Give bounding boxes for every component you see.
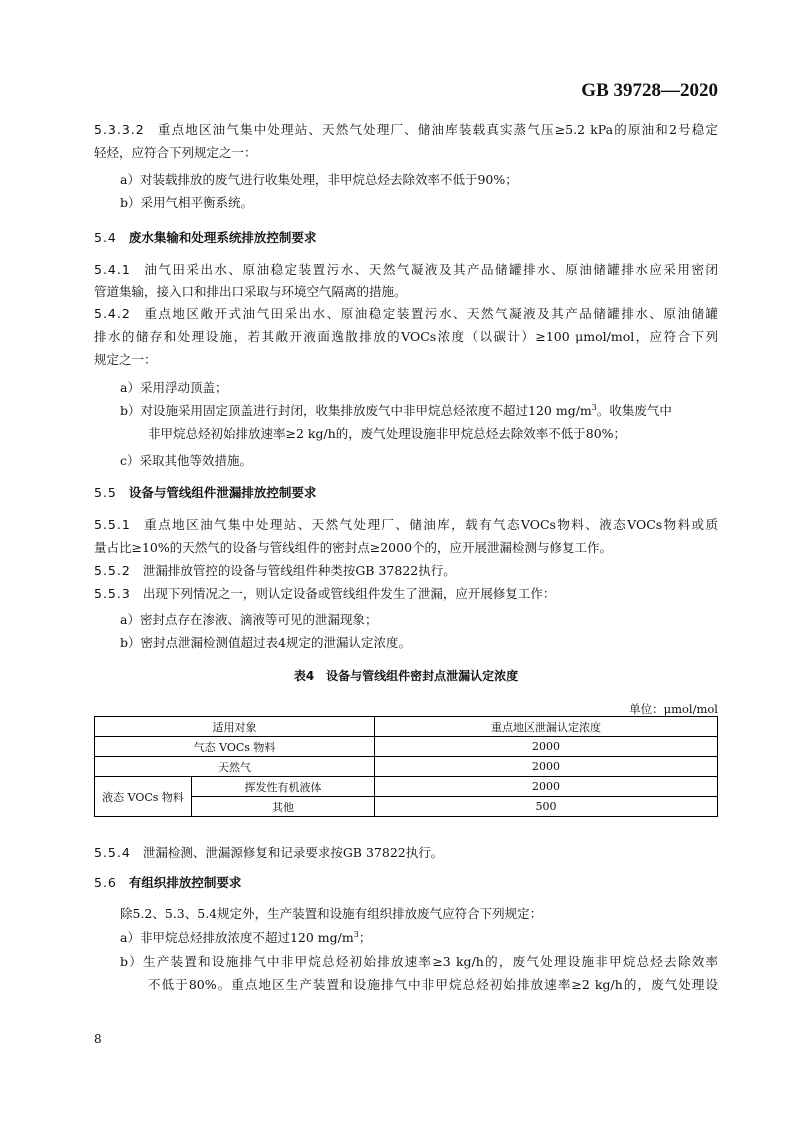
clause-number: 5.3.3.2 [94, 122, 145, 137]
clause-5-3-3-2 [94, 121, 718, 139]
clause-text: 泄漏检测、泄漏源修复和记录要求按GB 37822执行。 [142, 845, 444, 860]
clause-text: 量占比≥10%的天然气的设备与管线组件的密封点≥2000个的，应开展泄漏检测与修复工作。 [94, 540, 613, 555]
list-text: ； [358, 930, 372, 945]
clause-text: 轻烃，应符合下列规定之一： [94, 145, 257, 160]
section-title: 有组织排放控制要求 [128, 875, 242, 890]
section-title: 废水集输和处理系统排放控制要求 [128, 230, 317, 245]
section-number: 5.5 [94, 485, 117, 500]
table-header: 适用对象 [95, 717, 375, 737]
list-item: a）采用浮动顶盖； [120, 380, 228, 395]
table-cell: 天然气 [95, 757, 375, 777]
clause-text: 重点地区敞开式油气田采出水、原油稳定装置污水、天然气凝液及其产品储罐排水、原油储罐 [142, 306, 718, 321]
table-cell: 挥发性有机液体 [192, 777, 375, 797]
table-cell: 其他 [192, 797, 375, 817]
clause-text: 管道集输，接入口和排出口采取与环境空气隔离的措施。 [94, 284, 407, 299]
table-row [95, 737, 718, 757]
list-item: b）采用气相平衡系统。 [120, 195, 254, 210]
document-id: GB 39728—2020 [581, 80, 718, 101]
table-header-row [95, 717, 718, 737]
clause-text: 排水的储存和处理设施，若其敞开液面逸散排放的VOCs浓度（以碳计）≥100 μmol/mol，应符合下列 [94, 329, 718, 344]
list-item: a）密封点存在渗液、滴液等可见的泄漏现象； [120, 612, 378, 627]
list-text: 。收集废气中 [596, 403, 672, 418]
clause-number: 5.5.1 [94, 517, 131, 532]
clause-5-5-2 [94, 562, 718, 580]
table-group-cell: 液态 VOCs 物料 [95, 777, 192, 817]
clause-text: 规定之一： [94, 352, 157, 367]
list-item [120, 929, 718, 947]
list-item: b）生产装置和设施排气中非甲烷总烃初始排放速率≥3 kg/h的，废气处理设施非甲烷总烃去除效率 [120, 954, 718, 969]
clause-number: 5.4.2 [94, 306, 131, 321]
list-item-continuation: 不低于80%。重点地区生产装置和设施排气中非甲烷总烃初始排放速率≥2 kg/h的，废气处理设 [148, 977, 718, 992]
page-number: 8 [94, 1032, 102, 1046]
table-row [95, 757, 718, 777]
clause-5-4-1 [94, 261, 718, 279]
list-item-continuation: 非甲烷总烃初始排放速率≥2 kg/h的，废气处理设施非甲烷总烃去除效率不低于80%； [148, 426, 627, 441]
section-heading-5-6 [94, 874, 718, 892]
superscript: 3 [591, 402, 597, 412]
clause-number: 5.5.4 [94, 845, 131, 860]
clause-text: 出现下列情况之一，则认定设备或管线组件发生了泄漏，应开展修复工作： [142, 586, 556, 601]
list-text: a）非甲烷总烃排放浓度不超过120 mg/m [120, 930, 354, 945]
table-row [95, 777, 718, 797]
table-cell: 500 [375, 797, 718, 817]
clause-5-5-4 [94, 844, 718, 862]
clause-number: 5.5.3 [94, 586, 131, 601]
clause-text: 泄漏排放管控的设备与管线组件种类按GB 37822执行。 [142, 563, 456, 578]
list-text: b）对设施采用固定顶盖进行封闭，收集排放废气中非甲烷总烃浓度不超过120 mg/m [120, 403, 592, 418]
leak-concentration-table [94, 716, 718, 817]
list-item [120, 402, 718, 420]
section-heading-5-5 [94, 484, 718, 502]
section-title: 设备与管线组件泄漏排放控制要求 [128, 485, 317, 500]
table-cell: 2000 [375, 757, 718, 777]
table-title: 表4 设备与管线组件密封点泄漏认定浓度 [293, 669, 519, 683]
table-cell: 2000 [375, 777, 718, 797]
table-cell: 气态 VOCs 物料 [95, 737, 375, 757]
list-item: b）密封点泄漏检测值超过表4规定的泄漏认定浓度。 [120, 635, 411, 650]
superscript: 3 [353, 929, 359, 939]
section-number: 5.4 [94, 230, 117, 245]
clause-5-4-2 [94, 305, 718, 323]
table-header: 重点地区泄漏认定浓度 [375, 717, 718, 737]
section-number: 5.6 [94, 875, 117, 890]
clause-text: 油气田采出水、原油稳定装置污水、天然气凝液及其产品储罐排水、原油储罐排水应采用密闭 [142, 262, 718, 277]
table-cell: 2000 [375, 737, 718, 757]
section-heading-5-4 [94, 229, 718, 247]
clause-5-5-1 [94, 516, 718, 534]
paragraph: 除5.2、5.3、5.4规定外，生产装置和设施有组织排放废气应符合下列规定： [120, 906, 543, 921]
clause-number: 5.4.1 [94, 262, 131, 277]
list-item: a）对装载排放的废气进行收集处理，非甲烷总烃去除效率不低于90%； [120, 172, 518, 187]
clause-5-5-3 [94, 585, 718, 603]
clause-number: 5.5.2 [94, 563, 131, 578]
list-item: c）采取其他等效措施。 [120, 453, 253, 468]
clause-text: 重点地区油气集中处理站、天然气处理厂、储油库装载真实蒸气压≥5.2 kPa的原油和2号稳定 [156, 122, 718, 137]
table-unit: 单位：μmol/mol [629, 702, 718, 716]
clause-text: 重点地区油气集中处理站、天然气处理厂、储油库，载有气态VOCs物料、液态VOCs物料或质 [142, 517, 718, 532]
